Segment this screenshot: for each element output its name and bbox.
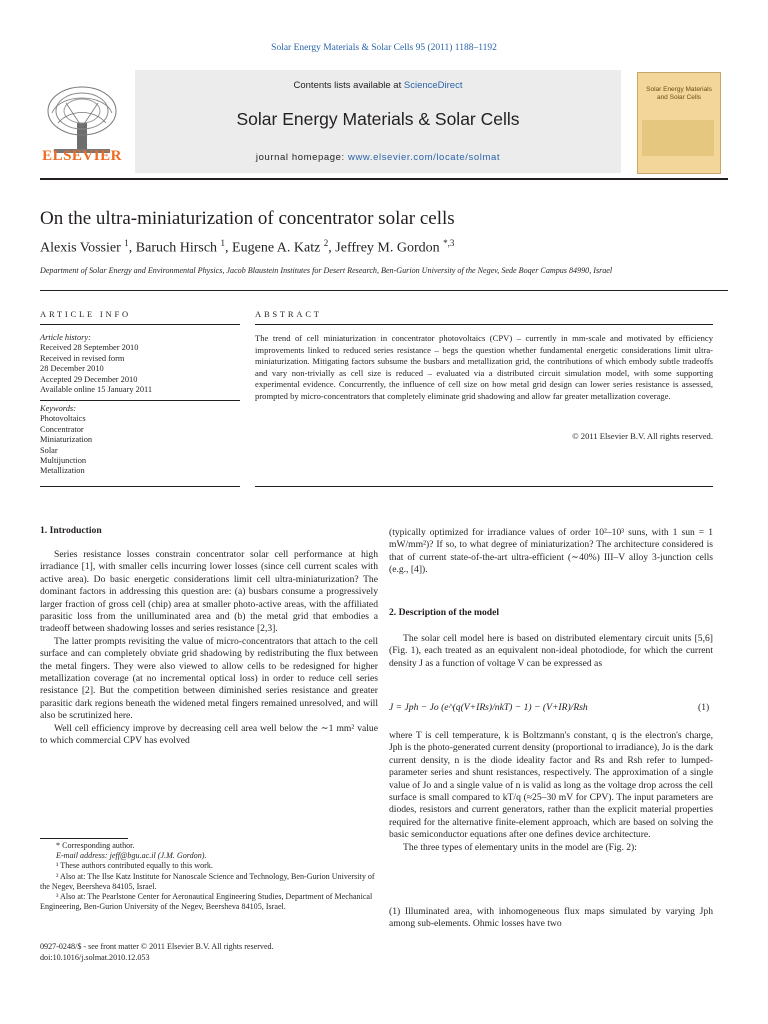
abstract-text: The trend of cell miniaturization in concentrator photovoltaics (CPV) – currently in mm-scale and motivated by efficiency improvements linked to reduced series resistance – begs the question whether fundamental energetic considerations limit ultra-miniaturization. Mitigating factors subsume the busbars and metallization grid, the contributions of which embody subtle tradeoffs and vary non-trivially as cell size is reduced – evaluated via a distributed circuit simulation model, with some supporting experimental evidence. Concurrently, the influence of cell size on how metal grid design can lower series resistance is assessed, prompted by micro-concentrators that completely eliminate grid shadowing and allow far greater metallization coverage. (255, 333, 713, 401)
history-item: Accepted 29 December 2010 (40, 374, 138, 384)
section-heading-model: 2. Description of the model (389, 607, 500, 618)
author-affil-marker[interactable]: 1 (124, 238, 129, 248)
introduction-continuation (389, 527, 713, 577)
article-info-divider (40, 324, 240, 325)
contents-available-line (135, 80, 621, 91)
elsevier-wordmark: ELSEVIER (42, 148, 122, 164)
article-info-bottom-divider (40, 486, 240, 487)
title-divider (40, 290, 728, 291)
paragraph: Series resistance losses constrain concentrator solar cell performance at high irradiance [1], with smaller cells incurring lower losses (since cell current scales with active area). Do basic energetic considerations limit cell ultra-miniaturization? The dominant factors in addressing this question are: (a) busbars consume a progressively larger fraction of gross cell (chip) area at smaller photo-active areas, with the affiliated parasitic loss from the unilluminated area and (b) the metal grid that embodies a tradeoff between shadowing losses and series resistance [2,3]. (40, 549, 378, 635)
model-intro (389, 633, 713, 670)
author-name[interactable]: Baruch Hirsch (135, 240, 218, 256)
author-name[interactable]: Alexis Vossier (40, 240, 121, 256)
homepage-link[interactable]: www.elsevier.com/locate/solmat (348, 152, 501, 163)
author-affil-marker[interactable]: *,3 (443, 238, 455, 248)
header-divider (40, 178, 728, 180)
paragraph: (typically optimized for irradiance values of order 10²–10³ suns, with 1 sun = 1 mW/mm²)? If so, to what degree of miniaturization? The architecture considered is that of current state-of-the-art ultra-efficient (∼40%) III–V alloy 3-junction cells (e.g., [4]). (389, 527, 713, 576)
abstract-heading: ABSTRACT (255, 309, 322, 319)
keyword: Solar (40, 445, 58, 455)
journal-reference[interactable]: Solar Energy Materials & Solar Cells 95 (2011) 1188–1192 (271, 43, 497, 53)
history-item: Available online 15 January 2011 (40, 385, 153, 395)
sciencedirect-link[interactable]: ScienceDirect (403, 80, 463, 91)
footnote-corresponding: * Corresponding author. (56, 841, 135, 850)
cover-title: Solar Energy Materials and Solar Cells (646, 86, 712, 101)
history-item: Received in revised form (40, 353, 125, 363)
footnote: ³ Also at: The Pearlstone Center for Aeronautical Engineering Studies, Department of Mechanical Engineering, Ben-Gurion University of the Negev, Beersheva 84105, Israel. (40, 892, 373, 912)
author-name[interactable]: Jeffrey M. Gordon (335, 240, 440, 256)
homepage-prefix: journal homepage: (255, 152, 349, 163)
author-affil-marker[interactable]: 2 (323, 238, 329, 248)
keywords-divider (40, 400, 240, 401)
footnote-divider (40, 838, 128, 839)
equation-1: J = Jph − Jo (e^(q(V+IRs)/nkT) − 1) − (V+IR)/Rsh (389, 702, 588, 713)
copyright-notice: © 2011 Elsevier B.V. All rights reserved. (572, 431, 713, 441)
keyword: Concentrator (40, 424, 84, 434)
cover-graphic (642, 120, 714, 156)
keyword: Metallization (40, 466, 85, 476)
affiliation: Department of Solar Energy and Environmental Physics, Jacob Blaustein Institutes for Desert Research, Ben-Gurion University of the Negev, Sede Boqer Campus 84990, Israel (40, 266, 613, 275)
introduction-body (40, 549, 378, 748)
history-item: Received 28 September 2010 (40, 343, 139, 353)
issn-doi-block (40, 942, 274, 963)
list-item: (1) Illuminated area, with inhomogeneous flux maps simulated by varying Jph among sub-elements. Ohmic losses have two (389, 906, 713, 930)
keyword: Miniaturization (40, 435, 93, 445)
paragraph: The latter prompts revisiting the value of micro-concentrators that attach to the cell surface and can completely obviate grid shadowing by redistributing the flux between the metal fingers. They were also viewed to allow cells to be redesigned for higher metallization coverage (at no incremental optical loss) in order to reduce cell series resistance [2]. But the competition between diminished series resistance and greater parasitic dark regions beneath the widened metal fingers remained unresolved, and will also be scrutinized here. (40, 635, 378, 722)
footnote: ² Also at: The Ilse Katz Institute for Nanoscale Science and Technology, Ben-Gurion University of the Negev, Beersheva 84105, Israel. (40, 871, 375, 891)
paragraph: The solar cell model here is based on distributed elementary circuit units [5,6] (Fig. 1), each treated as an equivalent non-ideal photodiode, for which the current density J as a function of voltage V can be expressed as (389, 633, 713, 669)
abstract-bottom-divider (255, 486, 713, 487)
journal-title: Solar Energy Materials & Solar Cells (236, 109, 520, 129)
author-name[interactable]: Eugene A. Katz (232, 240, 321, 256)
paragraph: Well cell efficiency improve by decreasing cell area well below the ∼1 mm² value to which commercial CPV has evolved (40, 722, 378, 747)
equation-number: (1) (698, 702, 710, 713)
author-affil-marker[interactable]: 1 (220, 238, 226, 248)
author-list: Alexis Vossier $^1$, Baruch Hirsch $^1$, Eugene A. Katz $^2$, Jeffrey M. Gordon $^{*,3}$ (40, 238, 455, 256)
footnotes (40, 841, 378, 912)
article-info-heading: ARTICLE INFO (40, 309, 131, 319)
keywords-label: Keywords: (40, 404, 76, 413)
paragraph: where T is cell temperature, k is Boltzmann's constant, q is the electron's charge, Jph is the photo-generated current density (proportional to irradiance), Jo is the dark current density, n is the diode ideality factor and Rs and Rsh refer to lumped-parameter series and shunt resistances, respectively. The approximation of a single value of Jo and a single value of n is valid as long as the voltage drop across the cell surface is small compared to kT/q (≈25–30 mV for CPV). The input parameters are diodes, resistors and current generators, rather than the explicit material properties required for the alternative finite-element approach, which are based on solving the basic semiconductor equations after one defines device architecture. (389, 730, 713, 841)
keyword: Multijunction (40, 456, 87, 466)
keywords (40, 404, 240, 477)
paragraph: The three types of elementary units in the model are (Fig. 2): (403, 841, 637, 853)
journal-homepage-line (135, 152, 621, 163)
contents-prefix: Contents lists available at (293, 80, 404, 91)
abstract-divider (255, 324, 713, 325)
doi-line[interactable]: doi:10.1016/j.solmat.2010.12.053 (40, 952, 150, 962)
history-item: 28 December 2010 (40, 364, 104, 374)
footnote: ¹ These authors contributed equally to this work. (56, 861, 213, 871)
model-description (389, 730, 713, 854)
article-title: On the ultra-miniaturization of concentrator solar cells (40, 208, 455, 229)
section-heading-introduction: 1. Introduction (40, 525, 102, 536)
history-label: Article history: (40, 333, 91, 342)
issn-line: 0927-0248/$ - see front matter © 2011 Elsevier B.V. All rights reserved. (40, 942, 274, 951)
keyword: Photovoltaics (40, 414, 86, 424)
article-history (40, 333, 240, 395)
footnote-email[interactable]: E-mail address: jeff@bgu.ac.il (J.M. Gordon). (56, 851, 207, 861)
